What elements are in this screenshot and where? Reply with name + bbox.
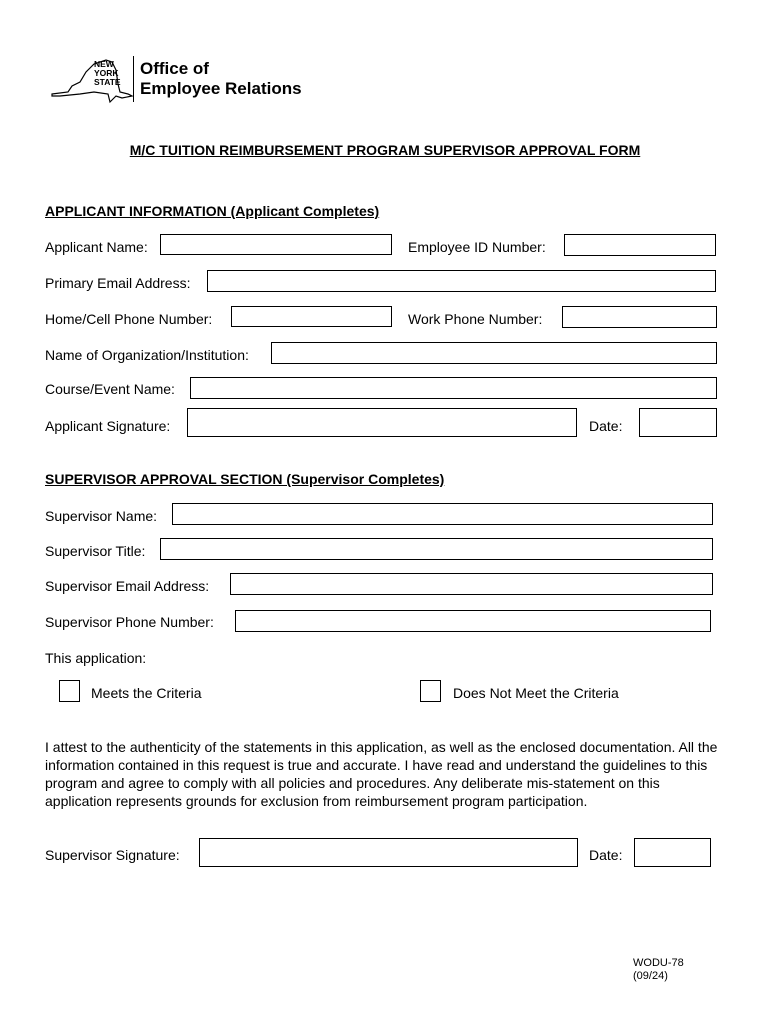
supervisor-signature-label: Supervisor Signature: [45, 847, 180, 863]
supervisor-phone-label: Supervisor Phone Number: [45, 614, 214, 630]
applicant-signature-label: Applicant Signature: [45, 418, 171, 434]
applicant-date-input[interactable] [640, 409, 716, 436]
home-phone-label: Home/Cell Phone Number: [45, 311, 213, 327]
supervisor-date-label: Date: [589, 847, 623, 863]
applicant-date-field[interactable] [639, 408, 717, 437]
supervisor-phone-field[interactable] [235, 610, 711, 632]
new-york-state-outline-icon [50, 58, 134, 104]
employee-id-input[interactable] [565, 235, 715, 255]
supervisor-date-input[interactable] [635, 839, 710, 866]
supervisor-email-field[interactable] [230, 573, 713, 595]
form-title: M/C TUITION REIMBURSEMENT PROGRAM SUPERVISOR APPROVAL FORM [129, 142, 641, 158]
course-name-label: Course/Event Name: [45, 381, 175, 397]
applicant-name-label: Applicant Name: [45, 239, 148, 255]
supervisor-name-field[interactable] [172, 503, 713, 525]
supervisor-title-field[interactable] [160, 538, 713, 560]
organization-field[interactable] [271, 342, 717, 364]
home-phone-input[interactable] [232, 307, 391, 326]
does-not-meet-criteria-checkbox[interactable] [420, 680, 441, 702]
work-phone-label: Work Phone Number: [408, 311, 543, 327]
logo-state-new: NEW [94, 59, 114, 69]
supervisor-title-label: Supervisor Title: [45, 543, 146, 559]
applicant-signature-input[interactable] [188, 409, 576, 436]
applicant-date-label: Date: [589, 418, 623, 434]
logo-state-york: YORK [94, 68, 119, 78]
course-name-input[interactable] [191, 378, 716, 398]
logo-divider [133, 56, 134, 102]
does-not-meet-criteria-label: Does Not Meet the Criteria [453, 685, 619, 701]
employee-id-label: Employee ID Number: [408, 239, 546, 255]
work-phone-input[interactable] [563, 307, 716, 327]
supervisor-email-input[interactable] [231, 574, 712, 594]
supervisor-title-input[interactable] [161, 539, 712, 559]
logo-employee-relations: Employee Relations [140, 79, 302, 98]
attestation-paragraph: I attest to the authenticity of the statements in this application, as well as the enclosed documentation. All the information contained in this request is true and accurate. I have read and understand the guidelines to this program and agree to comply with all policies and procedures. Any deliberate mis-statement on this application represents grounds for exclusion from reimbursement program participation. [45, 739, 718, 809]
employee-id-field[interactable] [564, 234, 716, 256]
logo-state-state: STATE [94, 77, 121, 87]
applicant-signature-field[interactable] [187, 408, 577, 437]
form-revision: (09/24) [633, 970, 668, 982]
supervisor-section-heading: SUPERVISOR APPROVAL SECTION (Supervisor Completes) [45, 471, 445, 487]
applicant-name-input[interactable] [161, 235, 391, 254]
primary-email-field[interactable] [207, 270, 716, 292]
course-name-field[interactable] [190, 377, 717, 399]
meets-criteria-label: Meets the Criteria [91, 685, 202, 701]
supervisor-phone-input[interactable] [236, 611, 710, 631]
work-phone-field[interactable] [562, 306, 717, 328]
meets-criteria-checkbox[interactable] [59, 680, 80, 702]
supervisor-date-field[interactable] [634, 838, 711, 867]
form-code: WODU-78 [633, 957, 684, 969]
supervisor-name-label: Supervisor Name: [45, 508, 158, 524]
nys-logo [50, 56, 310, 106]
logo-office-of: Office of [140, 59, 209, 78]
supervisor-email-label: Supervisor Email Address: [45, 578, 210, 594]
organization-label: Name of Organization/Institution: [45, 347, 249, 363]
applicant-name-field[interactable] [160, 234, 392, 255]
supervisor-name-input[interactable] [173, 504, 712, 524]
form-code-footer [633, 957, 684, 983]
this-application-label: This application: [45, 650, 147, 666]
organization-input[interactable] [272, 343, 716, 363]
primary-email-input[interactable] [208, 271, 715, 291]
home-phone-field[interactable] [231, 306, 392, 327]
applicant-section-heading: APPLICANT INFORMATION (Applicant Completes) [45, 203, 380, 219]
supervisor-signature-input[interactable] [200, 839, 577, 866]
supervisor-signature-field[interactable] [199, 838, 578, 867]
primary-email-label: Primary Email Address: [45, 275, 191, 291]
